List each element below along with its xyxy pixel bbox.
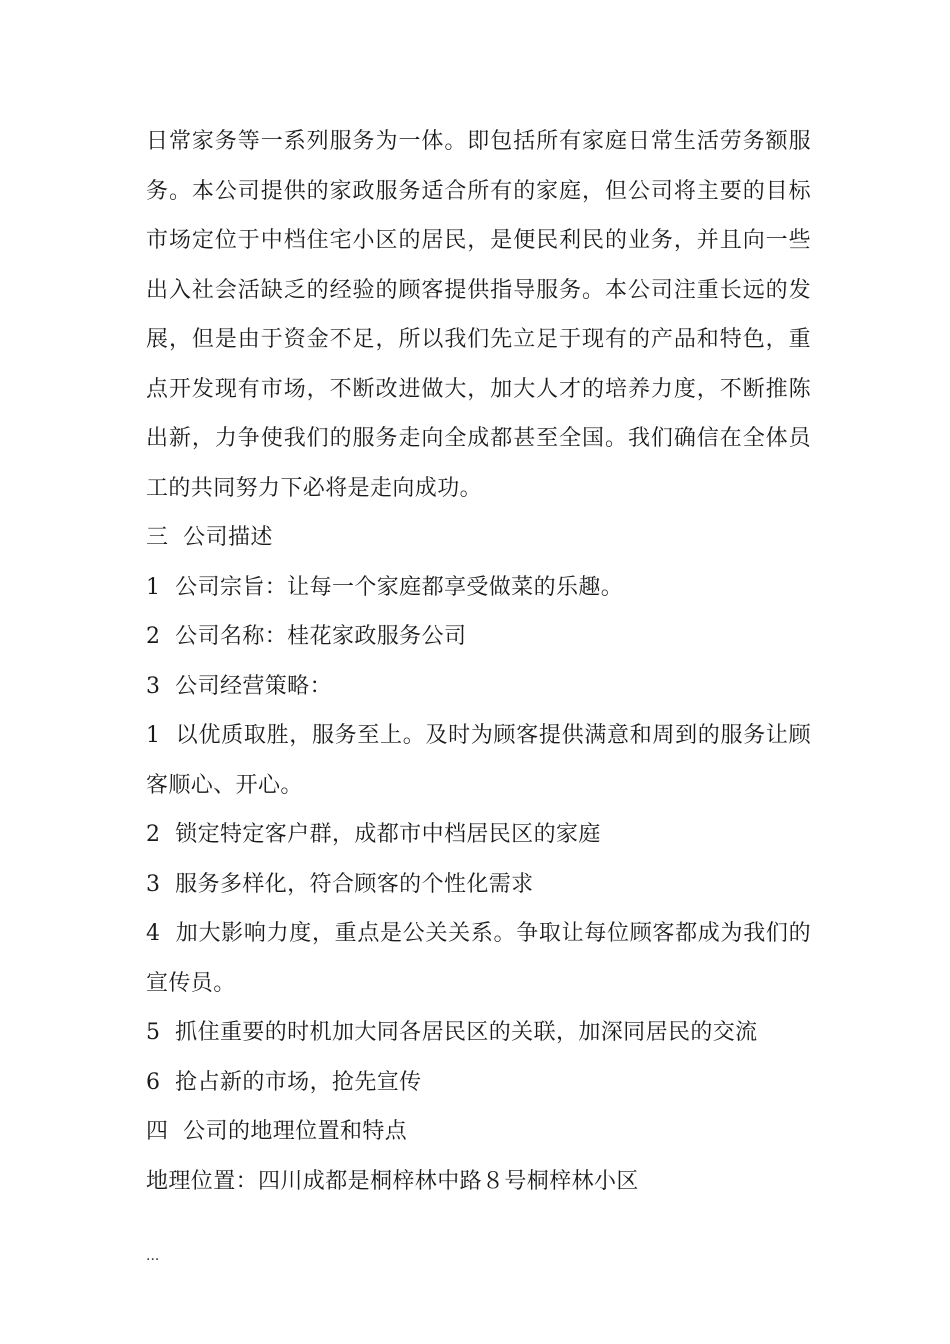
strategy-item: 3 服务多样化，符合顾客的个性化需求 xyxy=(146,871,534,897)
location-line: 地理位置：四川成都是桐梓林中路８号桐梓林小区 xyxy=(146,1168,639,1194)
company-name: 2 公司名称：桂花家政服务公司 xyxy=(146,624,467,649)
strategy-item: 5 抓住重要的时机加大同各居民区的关联，加深同居民的交流 xyxy=(146,1020,758,1045)
strategy-item: 4 加大影响力度，重点是公关关系。争取让每位顾客都成为我们的宣传员。 xyxy=(146,921,811,996)
business-strategy-heading: 3 公司经营策略： xyxy=(146,673,332,699)
company-purpose: 1 公司宗旨：让每一个家庭都享受做菜的乐趣。 xyxy=(146,574,624,600)
strategy-item: 6 抢占新的市场，抢先宣传 xyxy=(146,1069,422,1095)
intro-paragraph: 日常家务等一系列服务为一体。即包括所有家庭日常生活劳务额服务。本公司提供的家政服务适合所有的家庭，但公司将主要的目标市场定位于中档住宅小区的居民，是便民利民的业务，并且向一些出入社会活缺乏的经验的顾客提供指导服务。本公司注重长远的发展，但是由于资金不足，所以我们先立足于现有的产品和特色，重点开发现有市场，不断改进做大，加大人才的培养力度，不断推陈出新，力争使我们的服务走向全成都甚至全国。我们确信在全体员工的共同努力下必将是走向成功。 xyxy=(146,129,811,501)
section-heading-company-description: 三 公司描述 xyxy=(146,525,273,550)
page-ellipsis: ... xyxy=(146,1248,160,1264)
section-heading-location: 四 公司的地理位置和特点 xyxy=(146,1119,408,1144)
strategy-item: 2 锁定特定客户群，成都市中档居民区的家庭 xyxy=(146,822,601,847)
document-body xyxy=(146,117,811,1206)
strategy-item: 1 以优质取胜，服务至上。及时为顾客提供满意和周到的服务让顾客顺心、开心。 xyxy=(146,723,811,798)
